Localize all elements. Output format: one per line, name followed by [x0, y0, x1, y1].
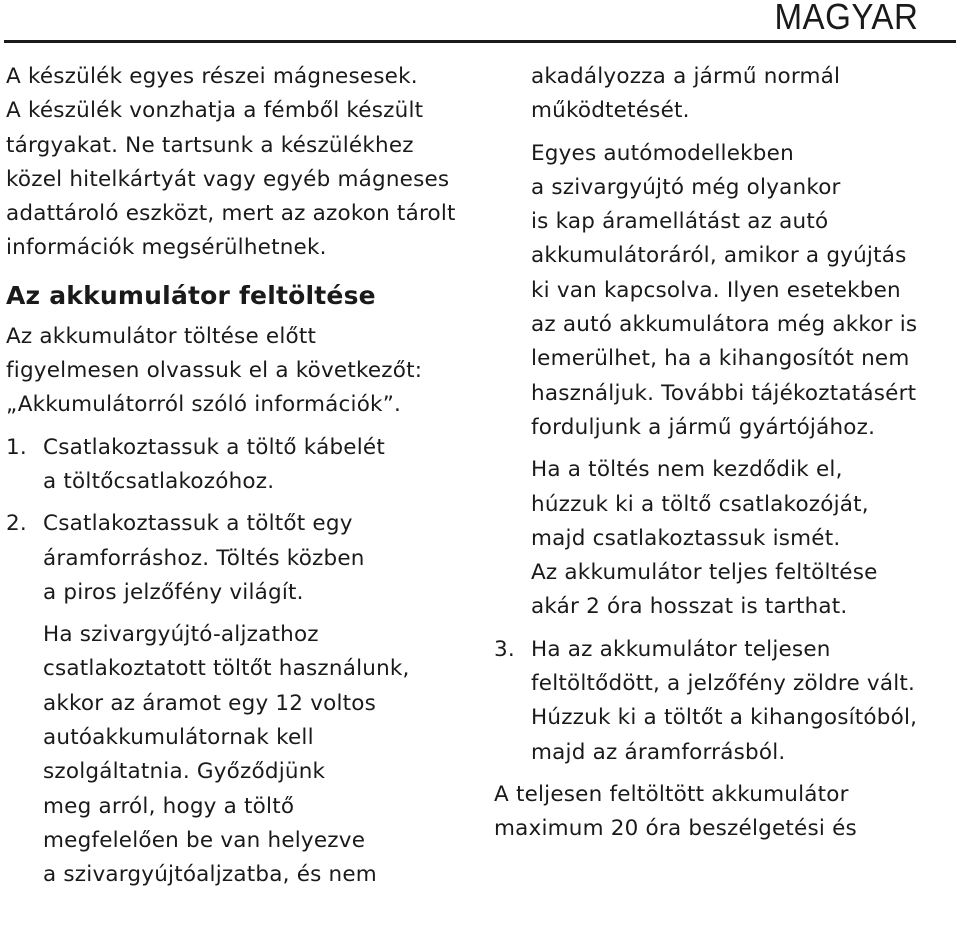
text-line: szolgáltatnia. Győződjünk	[43, 759, 326, 785]
text-line: Ha az akkumulátor teljesen	[531, 636, 831, 662]
text-line: csatlakoztatott töltőt használunk,	[43, 656, 410, 682]
right-column	[494, 60, 954, 847]
step-3	[494, 633, 954, 770]
text-line: majd csatlakoztassuk ismét.	[531, 525, 841, 551]
text-line: megfelelően be van helyezve	[43, 827, 366, 853]
text-line: áramforráshoz. Töltés közben	[43, 545, 365, 571]
text-line: Az akkumulátor töltése előtt	[6, 323, 317, 349]
text-line: húzzuk ki a töltő csatlakozóját,	[531, 491, 869, 517]
text-line: is kap áramellátást az autó	[531, 209, 829, 235]
text-line: Csatlakoztassuk a töltő kábelét	[43, 434, 385, 460]
text-line: „Akkumulátorról szóló információk”.	[6, 392, 402, 418]
text-line: majd az áramforrásból.	[531, 739, 786, 765]
text-line: A készülék egyes részei mágnesesek.	[6, 64, 418, 89]
step-2-note	[6, 618, 466, 892]
step-number: 1.	[6, 434, 27, 460]
closing-paragraph	[494, 778, 954, 847]
text-line: A teljesen feltöltött akkumulátor	[494, 781, 849, 807]
car-note	[494, 137, 954, 446]
text-line: feltöltődött, a jelzőfény zöldre vált.	[531, 671, 916, 697]
text-line: Ha a töltés nem kezdődik el,	[531, 457, 843, 483]
text-line: információk megsérülhetnek.	[6, 235, 327, 261]
text-line: Ha szivargyújtó-aljzathoz	[43, 622, 319, 648]
intro-paragraph	[6, 60, 466, 266]
text-line: meg arról, hogy a töltő	[43, 793, 295, 819]
section-heading: Az akkumulátor feltöltése	[6, 280, 376, 310]
header-divider	[4, 40, 956, 43]
text-line: akkumulátoráról, amikor a gyújtás	[531, 243, 907, 269]
text-line: Egyes autómodellekben	[531, 140, 794, 166]
section-intro-paragraph	[6, 320, 466, 423]
text-line: maximum 20 óra beszélgetési és	[494, 816, 857, 842]
charging-note	[494, 453, 954, 624]
text-line: autóakkumulátornak kell	[43, 725, 314, 751]
text-line: Az akkumulátor teljes feltöltése	[531, 560, 878, 586]
text-line: akkor az áramot egy 12 voltos	[43, 690, 377, 716]
text-line: közel hitelkártyát vagy egyéb mágneses	[6, 166, 450, 192]
continued-note	[494, 60, 954, 129]
text-line: akadályozza a jármű normál	[531, 64, 841, 89]
text-line: működtetését.	[531, 98, 690, 124]
text-line: ki van kapcsolva. Ilyen esetekben	[531, 277, 901, 303]
text-line: Csatlakoztassuk a töltőt egy	[43, 511, 353, 537]
text-line: forduljunk a jármű gyártójához.	[531, 414, 876, 440]
step-number: 3.	[494, 636, 515, 662]
text-line: Húzzuk ki a töltőt a kihangosítóból,	[531, 705, 918, 731]
text-line: akár 2 óra hosszat is tarthat.	[531, 594, 848, 620]
text-line: adattároló eszközt, mert az azokon tárolt	[6, 201, 456, 227]
step-1	[6, 431, 466, 500]
step-2	[6, 507, 466, 610]
text-line: a töltőcsatlakozóhoz.	[43, 468, 275, 494]
text-line: A készülék vonzhatja a fémből készült	[6, 98, 424, 124]
step-number: 2.	[6, 511, 27, 537]
text-line: a szivargyújtóaljzatba, és nem	[43, 862, 377, 888]
left-column	[6, 60, 466, 893]
text-line: a szivargyújtó még olyankor	[531, 174, 841, 200]
text-line: tárgyakat. Ne tartsunk a készülékhez	[6, 132, 414, 158]
text-line: a piros jelzőfény világít.	[43, 579, 304, 605]
text-line: figyelmesen olvassuk el a következőt:	[6, 358, 423, 384]
text-line: használjuk. További tájékoztatásért	[531, 380, 917, 406]
language-header: MAGYAR	[774, 0, 918, 37]
text-line: az autó akkumulátora még akkor is	[531, 312, 918, 338]
text-line: lemerülhet, ha a kihangosítót nem	[531, 346, 910, 372]
